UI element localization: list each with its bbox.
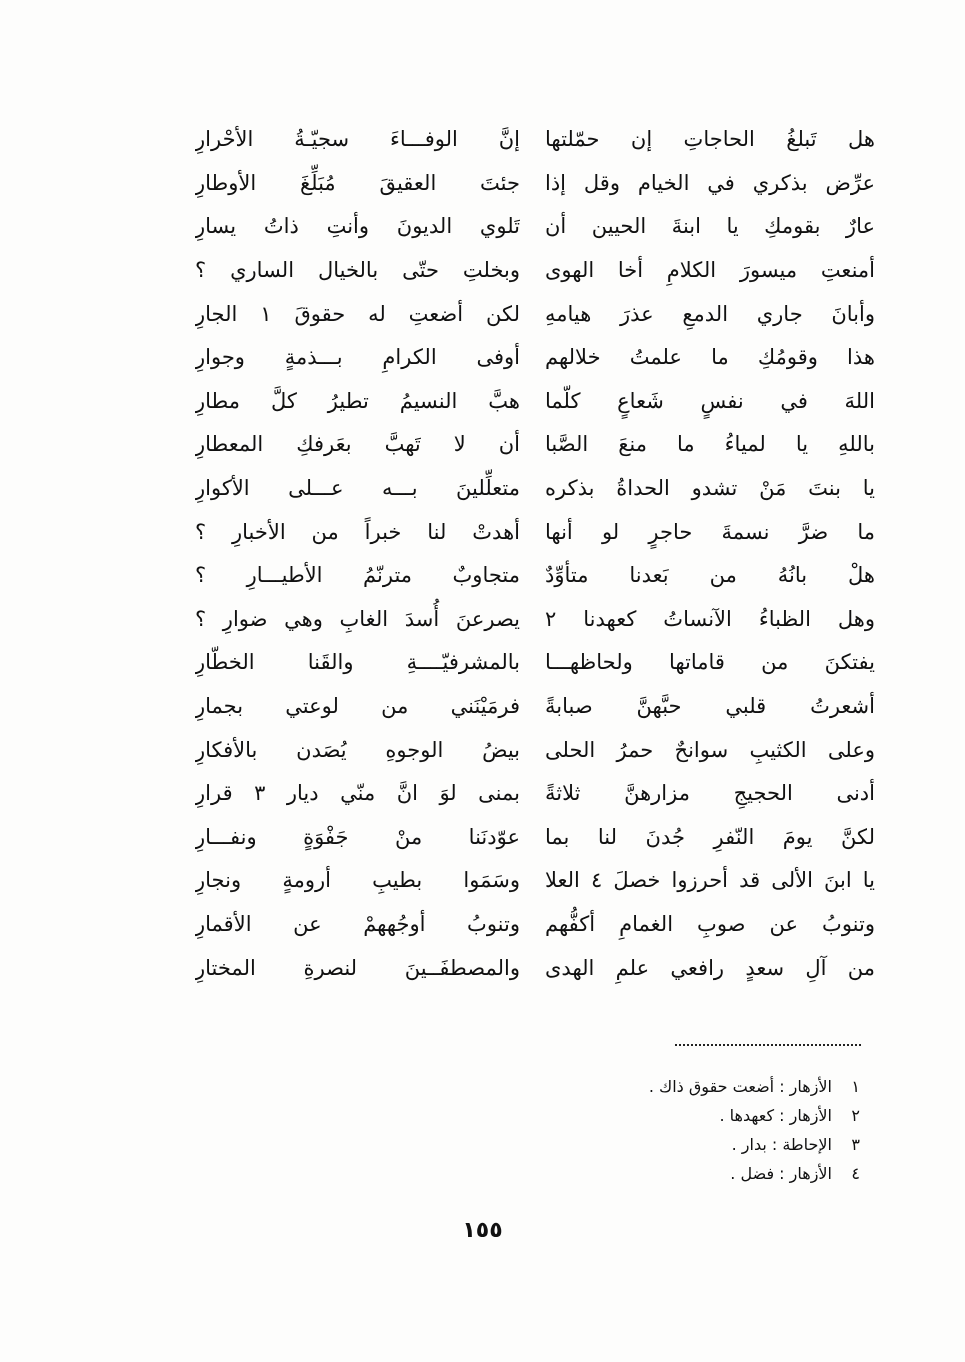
verse-first-hemistich: أشعرتُ قلبي حبَّهنَّ صبابةً — [545, 694, 875, 719]
verse-line — [195, 118, 875, 162]
verse-second-hemistich: عوّدنَنا منْ جَفْوَةٍ ونفـــارِ — [195, 824, 520, 849]
footnote — [440, 1101, 860, 1130]
verse-second-hemistich: أوفى الكرامِ بـــذمةٍ وجوارِ — [195, 345, 520, 370]
verse-line — [195, 728, 875, 772]
verse-line — [195, 380, 875, 424]
verse-second-hemistich: بيضُ الوجوهِ يُصَدن بالأفكارِ — [195, 737, 520, 762]
verse-second-hemistich: لكن أضعتِ له حقوقَ ١ الجارِ — [195, 301, 520, 326]
verse-line — [195, 336, 875, 380]
verse-second-hemistich: بالمشرفيّــــةِ والقَنا الخطّارِ — [195, 650, 520, 675]
verse-second-hemistich: هبَّ النسيمُ تطيرُ كلَّ مطارِ — [195, 388, 520, 413]
verse-second-hemistich: يصرعنَ أُسدَ الغابِ وهي ضوارِ ؟ — [195, 606, 520, 631]
verse-first-hemistich: وأبانَ جاري الدمعِ عذرَ هيامهِ — [545, 301, 875, 326]
verse-second-hemistich: وبخلتِ حتّى بالخيال الساري ؟ — [195, 258, 520, 283]
footnote-number: ٢ — [851, 1106, 860, 1125]
verse-first-hemistich: هل تَبلغُ الحاجاتِ إن حمّلتها — [545, 127, 875, 152]
footnote-separator — [675, 1044, 861, 1046]
verse-line — [195, 162, 875, 206]
verse-first-hemistich: وعلى الكثيبِ سوانحٌ حمرُ الحلى — [545, 737, 875, 762]
footnote — [440, 1159, 860, 1188]
verse-first-hemistich: ما ضرَّ نسمةَ حاجرٍ لو أنها — [545, 519, 875, 544]
verse-second-hemistich: متعلِّلينَ بـــه عـــلى الأكوارِ — [195, 476, 520, 501]
verse-first-hemistich: وتنوبُ عن صوبِ الغمامِ أكفُّهم — [545, 911, 875, 936]
verse-line — [195, 510, 875, 554]
footnote — [440, 1072, 860, 1101]
verse-line — [195, 423, 875, 467]
footnote — [440, 1130, 860, 1159]
verse-first-hemistich: وهل الظباءُ الآنساتُ كعهدنا ٢ — [545, 606, 875, 631]
verse-line — [195, 859, 875, 903]
verse-first-hemistich: لكنَّ يومَ النّفرِ جُدنَ لنا بما — [545, 824, 875, 849]
verse-line — [195, 641, 875, 685]
verse-line — [195, 598, 875, 642]
footnote-text: الإحاطة : بدار . — [731, 1135, 832, 1154]
verse-second-hemistich: فرمَيْنَني من لوعتي بجمارِ — [195, 694, 520, 719]
verse-second-hemistich: إنَّ الوفـــاءَ سجيّـةُ الأحْرارِ — [195, 127, 520, 152]
verse-first-hemistich: باللهِ يا لمياءُ ما منعَ الصَّبا — [545, 432, 875, 457]
verse-line — [195, 249, 875, 293]
verse-first-hemistich: يا بنتَ مَنْ تشدو الحداةُ بذكره — [545, 476, 875, 501]
footnotes — [440, 1072, 860, 1188]
verse-line — [195, 816, 875, 860]
verse-first-hemistich: أدنى الحجيجِ مزارهنَّ ثلاثةً — [545, 781, 875, 806]
verse-second-hemistich: أهدتْ لنا خبراً من الأخبارِ ؟ — [195, 519, 520, 544]
verse-second-hemistich: أن لا تَهبَّ بعَرفكِ المعطارِ — [195, 432, 520, 457]
verse-first-hemistich: يا ابنَ الألى قد أحرزوا خصلَ ٤ العلا — [545, 868, 875, 893]
verse-first-hemistich: اللهَ في نفسٍ شَعاعٍ كلّما — [545, 388, 875, 413]
verse-first-hemistich: يفتكنَ من قاماتها ولحاظهـــا — [545, 650, 875, 675]
verse-first-hemistich: هذا وقومُكِ ما علمتُ خلالهم — [545, 345, 875, 370]
verse-first-hemistich: عرِّض بذكري في الخيام وقل إذا — [545, 170, 875, 195]
footnote-text: الأزهار : فضل . — [730, 1164, 832, 1183]
verse-first-hemistich: عارٌ بقومكِ يا ابنةَ الحيين أن — [545, 214, 875, 239]
verse-line — [195, 685, 875, 729]
verse-line — [195, 946, 875, 990]
verse-line — [195, 292, 875, 336]
footnote-number: ١ — [851, 1077, 860, 1096]
verse-second-hemistich: والمصطفَــينَ لنصرةِ المختارِ — [195, 955, 520, 980]
verse-line — [195, 554, 875, 598]
footnote-number: ٣ — [851, 1135, 860, 1154]
verse-first-hemistich: هلْ بانُهُ من بَعدنا متأوِّدٌ — [545, 563, 875, 588]
footnote-text: الأزهار : أضعت حقوق ذاك . — [648, 1077, 832, 1096]
poem-verses — [195, 118, 875, 990]
verse-second-hemistich: وسَمَوا بطيبِ أرومةٍ ونجارِ — [195, 868, 520, 893]
verse-first-hemistich: من آلِ سعدٍ رافعي علمِ الهدى — [545, 955, 875, 980]
verse-second-hemistich: وتنوبُ أوجُههمْ عن الأقمارِ — [195, 911, 520, 936]
verse-second-hemistich: متجاوبٌ مترنّمُ الأطيـــارِ ؟ — [195, 563, 520, 588]
verse-line — [195, 467, 875, 511]
verse-second-hemistich: بمنى لوَ انَّ منّي ديار ٣ قرارِ — [195, 781, 520, 806]
verse-second-hemistich: جئتَ العقيقَ مُبَلِّغَ الأوطارِ — [195, 170, 520, 195]
page-number: ١٥٥ — [462, 1218, 503, 1243]
footnote-text: الأزهار : كعهدها . — [719, 1106, 832, 1125]
verse-line — [195, 903, 875, 947]
verse-line — [195, 205, 875, 249]
verse-second-hemistich: تَلوي الديونَ وأنتِ ذاتُ يسارِ — [195, 214, 520, 239]
verse-first-hemistich: أمنعتِ ميسورَ الكلامِ أخا الهوى — [545, 258, 875, 283]
footnote-number: ٤ — [851, 1164, 860, 1183]
verse-line — [195, 772, 875, 816]
